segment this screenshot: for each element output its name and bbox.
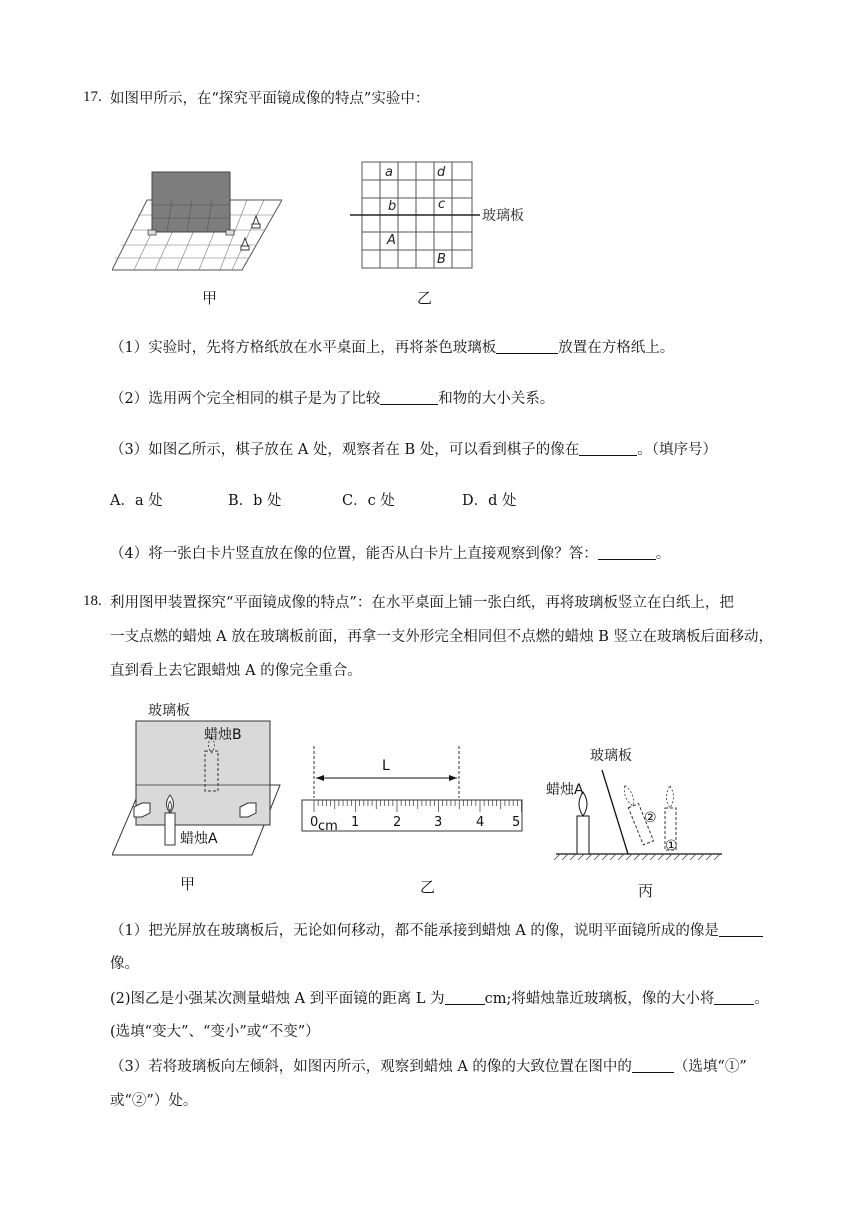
q17-sub4-pre: （4）将一张白卡片竖直放在像的位置，能否从白卡片上直接观察到像？答： xyxy=(110,546,598,562)
q18-number: 18. xyxy=(83,593,102,609)
q17-sub2-pre: （2）选用两个完全相同的棋子是为了比较 xyxy=(110,391,381,407)
q18-sub3 xyxy=(110,1051,747,1083)
q18-yi-tick-1: 1 xyxy=(351,815,360,830)
q18-sub1-line2: 像。 xyxy=(110,956,139,972)
q17-sub3-blank[interactable] xyxy=(579,441,637,456)
q17-sub4-post: 。 xyxy=(655,546,671,562)
q17-fig-jia-caption: 甲 xyxy=(202,289,218,307)
q18-stem-line3: 直到看上去它跟蜡烛 A 的像完全重合。 xyxy=(110,663,362,679)
q17-option-c[interactable]: C．c 处 xyxy=(342,493,395,509)
q18-jia-candleB-label: 蜡烛B xyxy=(204,727,242,743)
q18-sub1-pre: （1）把光屏放在玻璃板后，无论如何移动，都不能承接到蜡烛 A 的像，说明平面镜所成的像是 xyxy=(110,923,719,939)
q17-option-a[interactable]: A．a 处 xyxy=(110,493,163,509)
q17-stem: 如图甲所示，在“探究平面镜成像的特点”实验中： xyxy=(110,91,430,107)
q18-stem-line1: 利用图甲装置探究“平面镜成像的特点”：在水平桌面上铺一张白纸，再将玻璃板竖立在白纸上，把 xyxy=(110,595,734,611)
q17-sub3-pre: （3）如图乙所示，棋子放在 A 处，观察者在 B 处，可以看到棋子的像在 xyxy=(110,442,580,458)
q18-sub3-pre: （3）若将玻璃板向左倾斜，如图丙所示，观察到蜡烛 A 的像的大致位置在图中的 xyxy=(110,1059,632,1075)
q17-sub1-pre: （1）实验时，先将方格纸放在水平桌面上，再将茶色玻璃板 xyxy=(110,340,497,356)
q17-figure-yi xyxy=(350,158,570,270)
q17-sub3-post: 。（填序号） xyxy=(637,442,718,458)
q18-yi-tick-3: 3 xyxy=(434,815,443,830)
q17-yi-label-A: A xyxy=(387,233,396,248)
q18-sub3-post: （选填“①” xyxy=(673,1059,747,1075)
q17-yi-label-glass: 玻璃板 xyxy=(482,208,524,224)
q18-jia-candleA-label: 蜡烛A xyxy=(180,831,218,847)
q18-yi-tick-2: 2 xyxy=(393,815,402,830)
q18-sub3-blank[interactable] xyxy=(632,1058,674,1073)
q17-fig-yi-caption: 乙 xyxy=(417,289,433,307)
q17-sub4-blank[interactable] xyxy=(598,545,656,560)
q18-bing-pos1: ① xyxy=(665,838,678,854)
q17-option-d[interactable]: D．d 处 xyxy=(462,493,517,509)
q17-yi-label-c: c xyxy=(438,197,446,212)
q17-yi-label-b: b xyxy=(388,199,397,214)
q18-yi-tick-0: 0 xyxy=(310,815,319,830)
q18-yi-tick-4: 4 xyxy=(476,815,485,830)
q17-option-b[interactable]: B．b 处 xyxy=(228,493,282,509)
q18-jia-glass-label: 玻璃板 xyxy=(148,703,190,719)
q18-sub2-line2: (选填“变大”、“变小”或“不变”） xyxy=(110,1024,320,1040)
q17-sub1 xyxy=(110,332,674,364)
q17-sub4 xyxy=(110,538,670,570)
q17-yi-label-d: d xyxy=(437,165,446,180)
q18-yi-unit: cm xyxy=(318,819,338,834)
q18-figure-jia xyxy=(112,695,292,865)
q17-sub2-post: 和物的大小关系。 xyxy=(438,391,555,407)
q18-sub2-post: 。 xyxy=(754,991,769,1007)
q18-sub2-blank1[interactable] xyxy=(445,990,485,1005)
q18-sub2-pre: (2)图乙是小强某次测量蜡烛 A 到平面镜的距离 L 为 xyxy=(110,991,445,1007)
q18-sub3-line2: 或“②”）处。 xyxy=(110,1093,198,1109)
q18-bing-pos2: ② xyxy=(644,810,657,826)
q17-sub2 xyxy=(110,383,554,415)
q18-figure-yi xyxy=(298,740,528,835)
q17-sub3 xyxy=(110,434,717,466)
q18-figure-bing xyxy=(542,740,727,865)
q18-yi-tick-5: 5 xyxy=(512,815,521,830)
q18-sub1 xyxy=(110,915,763,947)
q18-fig-bing-caption: 丙 xyxy=(638,882,654,900)
q18-sub2 xyxy=(110,983,769,1015)
q18-sub2-blank2[interactable] xyxy=(714,990,754,1005)
q18-yi-L-label: L xyxy=(382,758,390,774)
q17-yi-label-B: B xyxy=(437,252,446,267)
q18-bing-glass-label: 玻璃板 xyxy=(590,748,632,764)
q18-fig-yi-caption: 乙 xyxy=(420,878,436,896)
q18-bing-candleA-label: 蜡烛A xyxy=(546,782,584,798)
q18-fig-jia-caption: 甲 xyxy=(180,875,196,893)
q18-stem-line2: 一支点燃的蜡烛 A 放在玻璃板前面，再拿一支外形完全相同但不点燃的蜡烛 B 竖立在玻璃板后面移动， xyxy=(110,629,774,645)
q17-yi-label-a: a xyxy=(385,165,393,180)
q17-sub1-blank[interactable] xyxy=(496,339,558,354)
q17-number: 17. xyxy=(83,89,102,105)
q17-figure-jia xyxy=(112,160,282,275)
q17-sub1-post: 放置在方格纸上。 xyxy=(558,340,675,356)
q18-sub1-blank[interactable] xyxy=(719,922,763,937)
q18-sub2-mid: cm;将蜡烛靠近玻璃板，像的大小将 xyxy=(484,991,715,1007)
q17-sub2-blank[interactable] xyxy=(380,390,438,405)
